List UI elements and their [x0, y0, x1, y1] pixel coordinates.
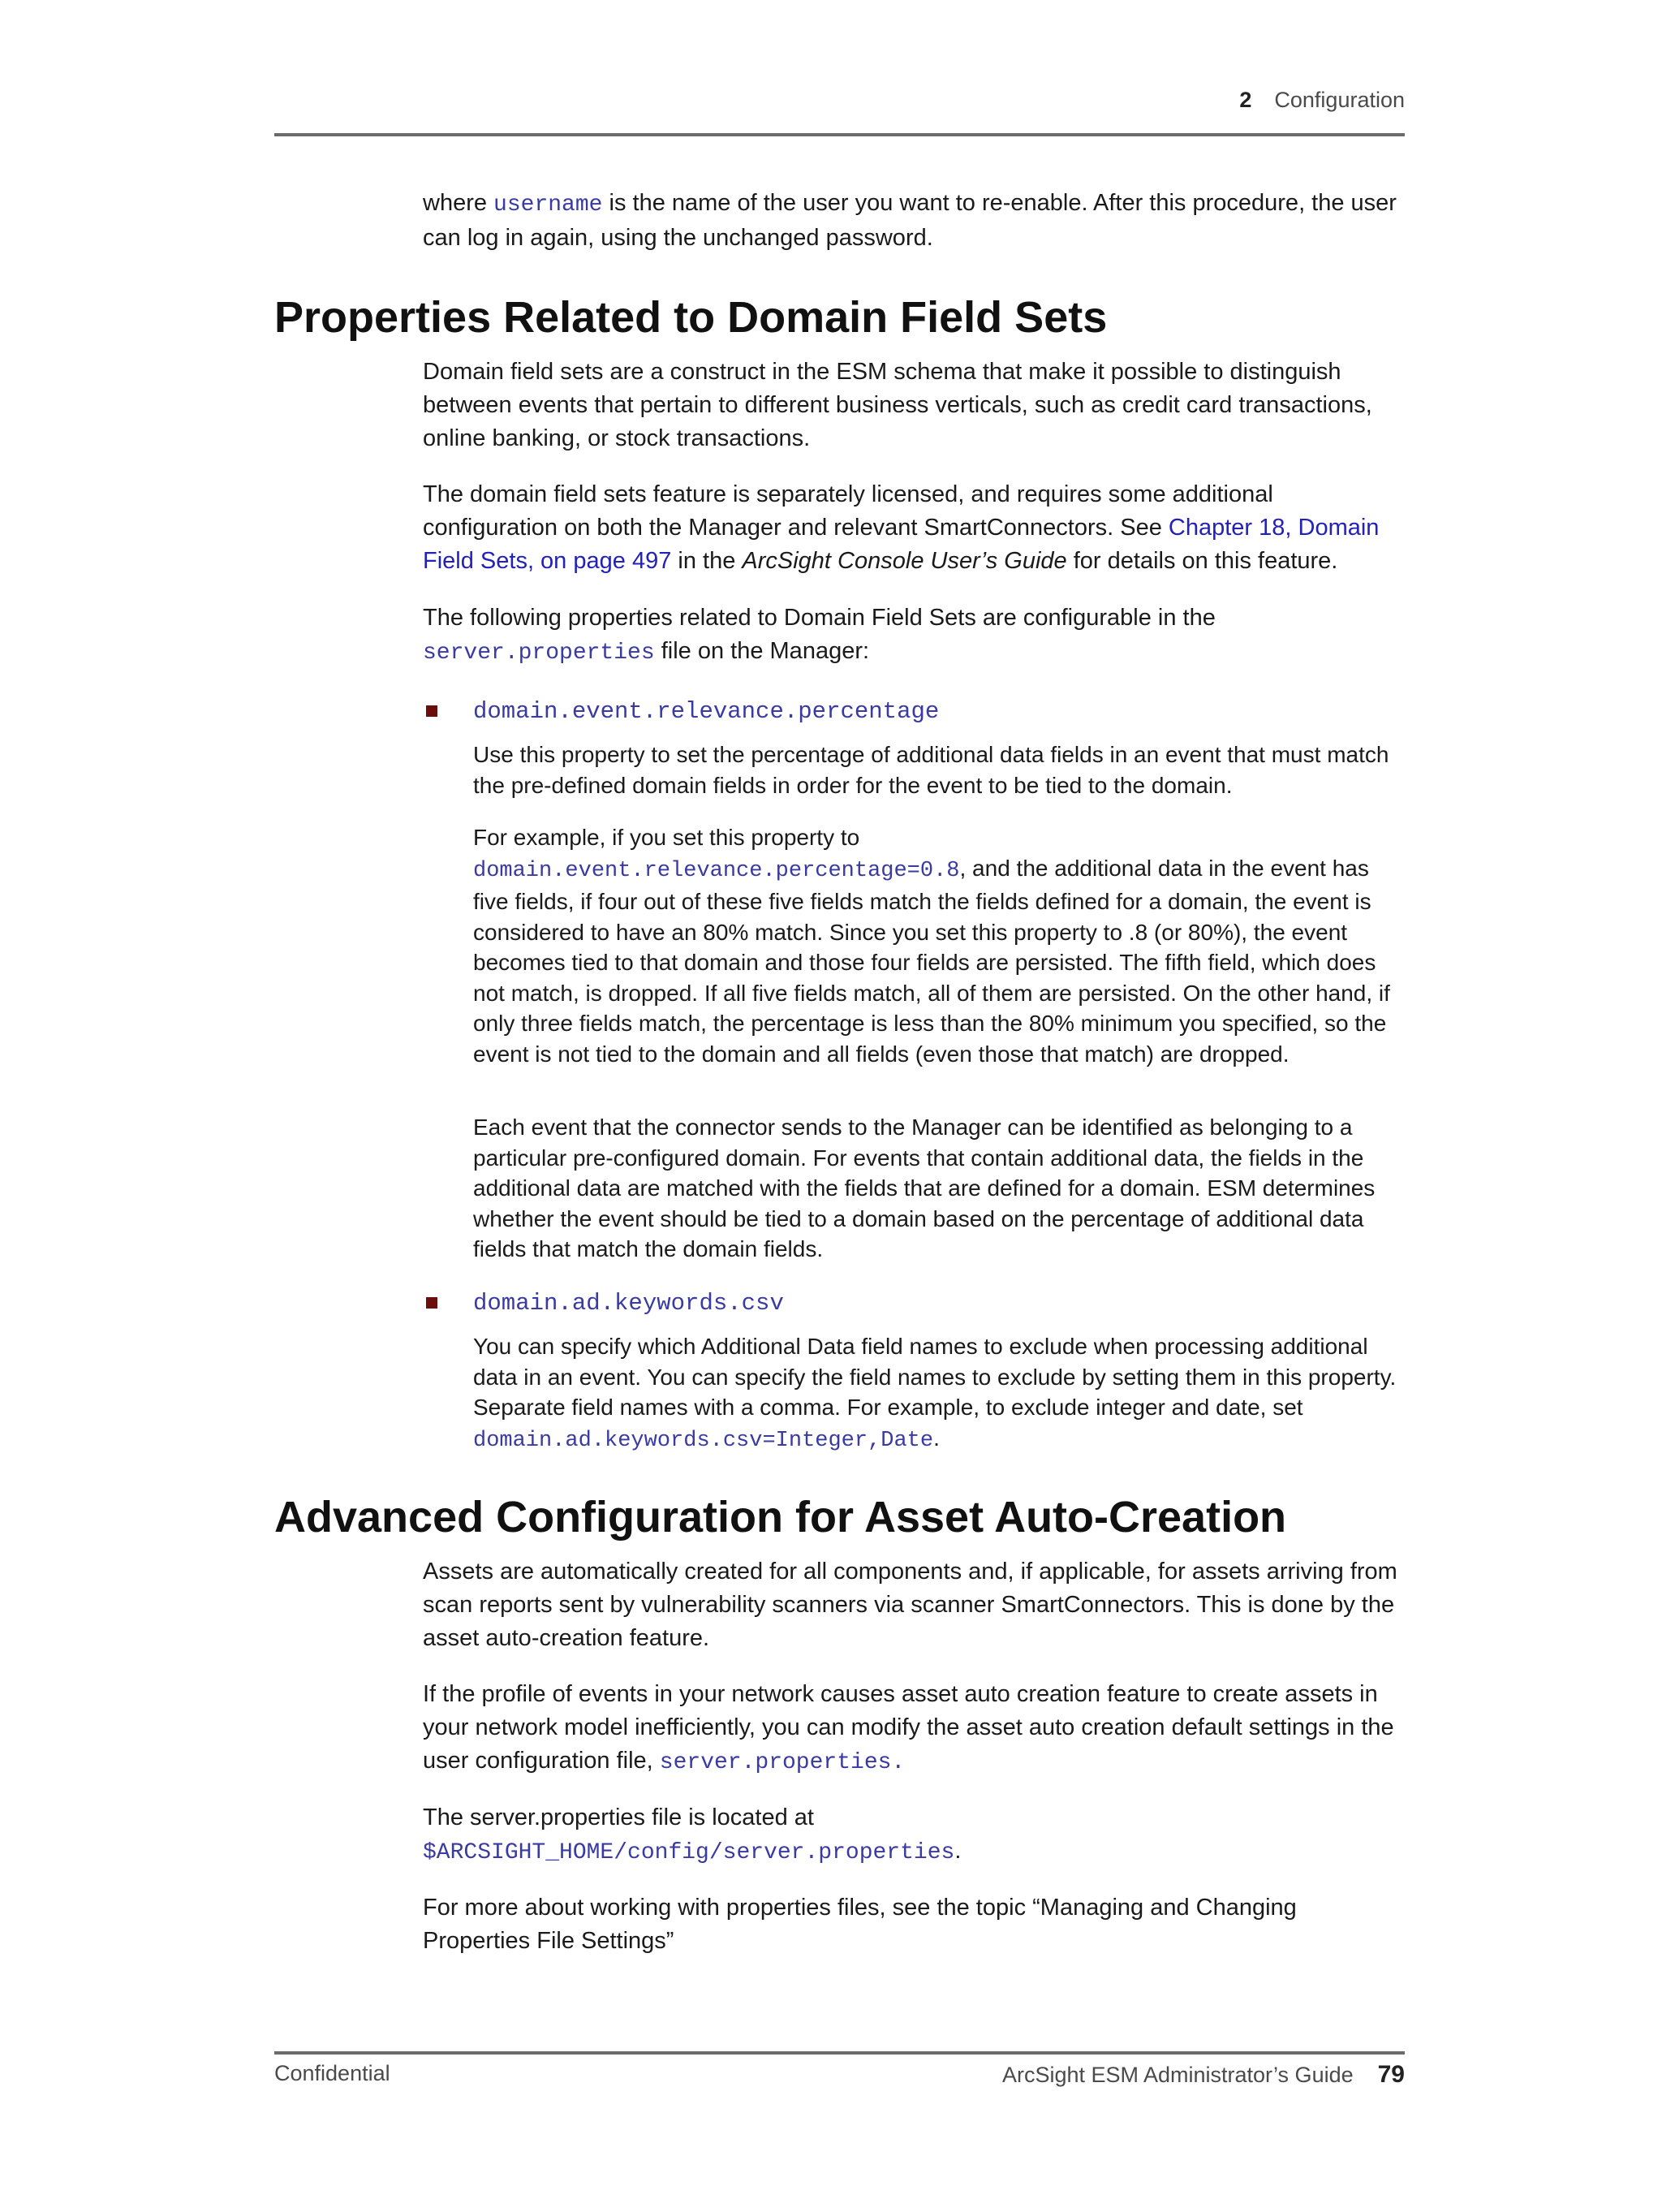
asset-p3-text: The server.properties file is located at [423, 1805, 814, 1830]
bullet-marker [426, 705, 437, 717]
kw-text-b: . [933, 1425, 940, 1451]
d2-text-b: , and the additional data in the event has five fields, if four out of these five fields match the fields defined for a domain, the event is considered to have an 80% match. Since you set this property to .8 (or 80%), the event becomes tied to that domain and those four fields are persisted. The fifth field, which does not match, is dropped. If all five fields match, all of them are persisted. On the other hand, if only three fields match, the percentage is less than the 80% minimum you specified, so the event is not tied to the domain and all fields (even those that match) are dropped. [473, 855, 1390, 1067]
server-properties-code-2: server.properties. [659, 1750, 906, 1775]
console-guide-title: ArcSight Console User’s Guide [742, 548, 1067, 574]
relevance-description-2 [473, 822, 1410, 1069]
running-header [274, 88, 1405, 136]
section-heading-asset-auto-creation: Advanced Configuration for Asset Auto-Creation [274, 1493, 1287, 1542]
keywords-example-code: domain.ad.keywords.csv=Integer,Date [473, 1428, 934, 1453]
relevance-example-code: domain.event.relevance.percentage=0.8 [473, 858, 960, 883]
footer-right [1002, 2061, 1405, 2089]
arcsight-home-path-code: $ARCSIGHT_HOME/config/server.properties [423, 1840, 955, 1865]
bullet-relevance-percentage: domain.event.relevance.percentage [473, 698, 940, 725]
relevance-description-3: Each event that the connector sends to the Manager can be identified as belonging to a particular pre-configured domain. For events that contain additional data, the fields in the additional data are matched with the fields that are defined for a domain. ESM determines whether the event should be tied to a domain based on the percentage of additional data fields that match the domain fields. [473, 1115, 1376, 1261]
domain-field-sets-paragraph-2 [423, 478, 1409, 578]
p2-text-b: in the [671, 548, 743, 574]
asset-p2-text: If the profile of events in your network causes asset auto creation feature to create assets in your network model inefficiently, you can modify the asset auto creation default settings in the user configuration file, [423, 1681, 1394, 1774]
p3-text-b: file on the Manager: [654, 638, 870, 664]
asset-paragraph-4: For more about working with properties files, see the topic “Managing and Changing Properties File Settings” [423, 1895, 1297, 1954]
username-code: username [493, 192, 603, 218]
chapter-number: 2 [1239, 88, 1252, 112]
bullet-ad-keywords: domain.ad.keywords.csv [473, 1290, 784, 1317]
confidential-label: Confidential [274, 2061, 390, 2085]
asset-paragraph-2 [423, 1678, 1409, 1779]
guide-title: ArcSight ESM Administrator’s Guide [1001, 2063, 1354, 2087]
page-number: 79 [1377, 2061, 1405, 2088]
d2-text-a: For example, if you set this property to [473, 825, 860, 850]
intro-text-rest: is the name of the user you want to re-enable. After this procedure, the user can log in again, using the unchanged password. [423, 190, 1397, 251]
kw-text-a: You can specify which Additional Data field names to exclude when processing additional data in an event. You can specify the field names to exclude by setting them in this property. Separate field names with a comma. For example, to exclude integer and date, set [473, 1334, 1397, 1420]
bullet-marker [426, 1297, 437, 1309]
asset-paragraph-3 [423, 1801, 1409, 1869]
intro-paragraph [423, 187, 1409, 255]
intro-text: where [423, 190, 494, 216]
p2-text-c: for details on this feature. [1066, 548, 1338, 574]
asset-paragraph-1: Assets are automatically created for all components and, if applicable, for assets arriving from scan reports sent by vulnerability scanners via scanner SmartConnectors. This is done by the asset auto-creation feature. [423, 1559, 1397, 1651]
chapter-18-link[interactable]: Chapter 18, Domain Field Sets, on page 497 [423, 515, 1380, 574]
running-footer [274, 2051, 1405, 2089]
relevance-description-1: Use this property to set the percentage of additional data fields in an event that must match the pre-defined domain fields in order for the event to be tied to the domain. [473, 742, 1389, 798]
asset-p3-period: . [954, 1838, 962, 1864]
p3-text-a: The following properties related to Domain Field Sets are configurable in the [423, 605, 1216, 631]
chapter-title: Configuration [1274, 88, 1405, 112]
keywords-description [473, 1331, 1410, 1456]
domain-field-sets-paragraph-3 [423, 602, 1409, 670]
server-properties-code: server.properties [423, 640, 655, 666]
p2-text-a: The domain field sets feature is separately licensed, and requires some additional configuration on both the Manager and relevant SmartConnectors. See [423, 481, 1273, 541]
section-heading-domain-field-sets: Properties Related to Domain Field Sets [274, 293, 1108, 342]
domain-field-sets-paragraph-1: Domain field sets are a construct in the ESM schema that make it possible to distinguish between events that pertain to different business verticals, such as credit card transactions, online banking, or stock transactions. [423, 359, 1372, 451]
